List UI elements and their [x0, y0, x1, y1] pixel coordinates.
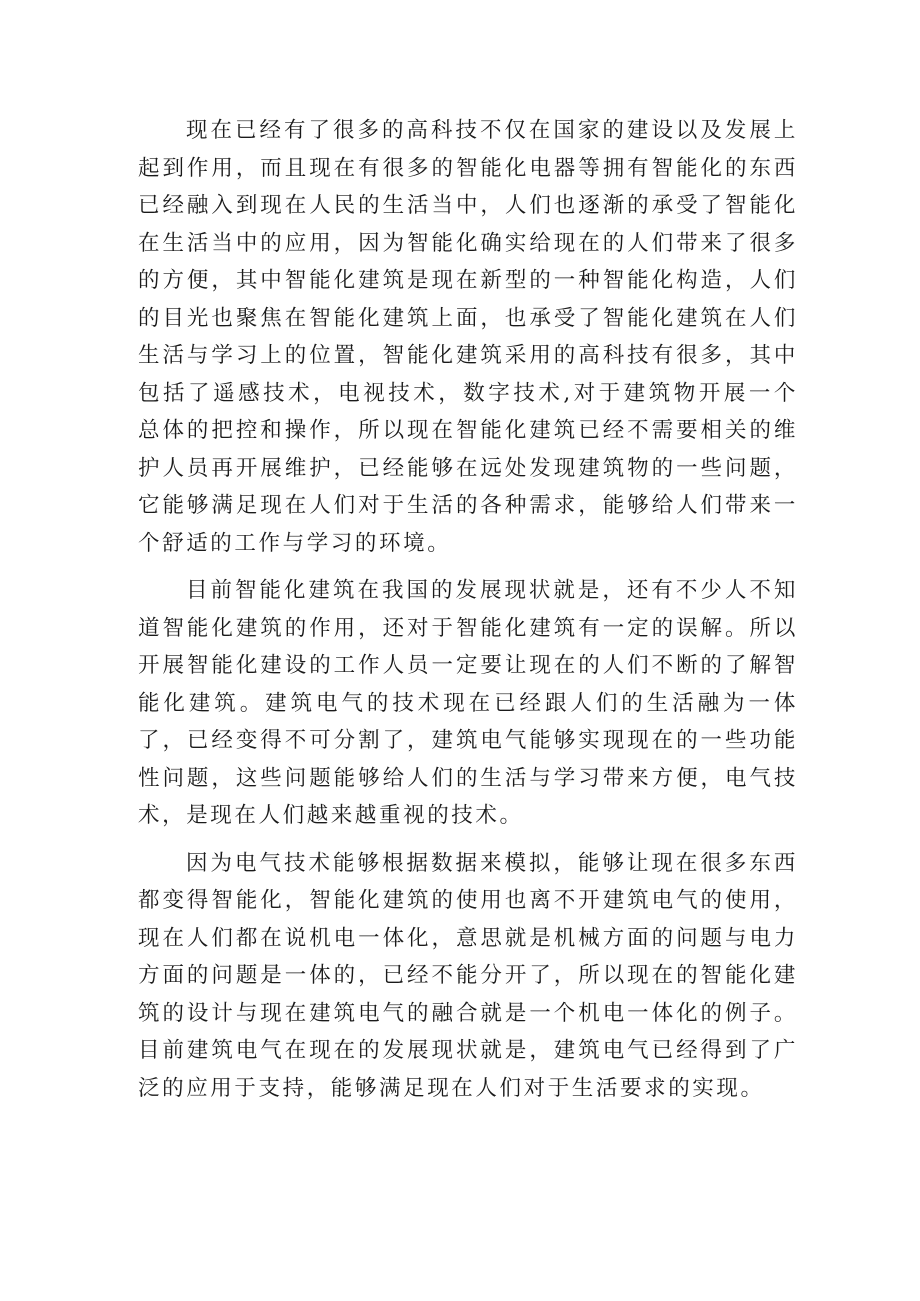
document-body [138, 112, 798, 1107]
paragraph-2: 目前智能化建筑在我国的发展现状就是，还有不少人不知道智能化建筑的作用，还对于智能化建筑有一定的误解。所以开展智能化建设的工作人员一定要让现在的人们不断的了解智能化建筑。建筑电气的技术现在已经跟人们的生活融为一体了，已经变得不可分割了，建筑电气能够实现现在的一些功能性问题，这些问题能够给人们的生活与学习带来方便，电气技术，是现在人们越来越重视的技术。 [138, 578, 798, 828]
paragraph-1: 现在已经有了很多的高科技不仅在国家的建设以及发展上起到作用，而且现在有很多的智能化电器等拥有智能化的东西已经融入到现在人民的生活当中，人们也逐渐的承受了智能化在生活当中的应用，因为智能化确实给现在的人们带来了很多的方便，其中智能化建筑是现在新型的一种智能化构造，人们的目光也聚焦在智能化建筑上面，也承受了智能化建筑在人们生活与学习上的位置，智能化建筑采用的高科技有很多，其中包括了遥感技术，电视技术，数字技术,对于建筑物开展一个总体的把控和操作，所以现在智能化建筑已经不需要相关的维护人员再开展维护，已经能够在远处发现建筑物的一些问题，它能够满足现在人们对于生活的各种需求，能够给人们带来一个舒适的工作与学习的环境。 [138, 118, 798, 556]
paragraph-3: 因为电气技术能够根据数据来模拟，能够让现在很多东西都变得智能化，智能化建筑的使用也离不开建筑电气的使用，现在人们都在说机电一体化，意思就是机械方面的问题与电力方面的问题是一体的，已经不能分开了，所以现在的智能化建筑的设计与现在建筑电气的融合就是一个机电一体化的例子。目前建筑电气在现在的发展现状就是，建筑电气已经得到了广泛的应用于支持，能够满足现在人们对于生活要求的实现。 [138, 850, 798, 1101]
